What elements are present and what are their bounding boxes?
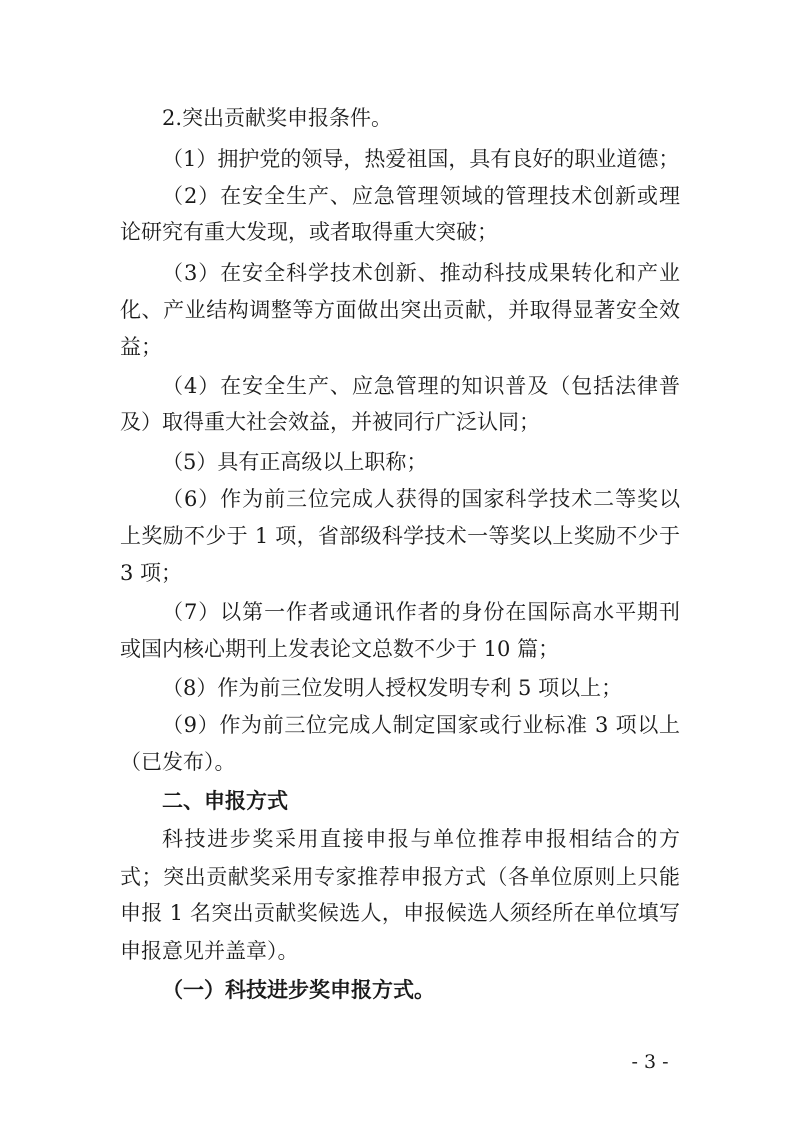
method-paragraph-line-1: 科技进步奖采用直接申报与单位推荐申报相结合的方 <box>162 827 680 851</box>
condition-8: （8）作为前三位发明人授权发明专利 5 项以上； <box>162 676 623 700</box>
paragraph-heading-2: 2.突出贡献奖申报条件。 <box>162 106 393 130</box>
condition-3-line-1: （3）在安全科学技术创新、推动科技成果转化和产业 <box>162 261 680 285</box>
condition-6-line-2: 上奖励不少于 1 项，省部级科学技术一等奖以上奖励不少于 <box>120 524 680 548</box>
condition-9-line-1: （9）作为前三位完成人制定国家或行业标准 3 项以上 <box>162 713 680 737</box>
condition-6-line-1: （6）作为前三位完成人获得的国家科学技术二等奖以 <box>162 487 680 511</box>
condition-4-line-2: 及）取得重大社会效益，并被同行广泛认同； <box>120 410 540 434</box>
condition-4-line-1: （4）在安全生产、应急管理的知识普及（包括法律普 <box>162 374 680 398</box>
method-paragraph-line-2: 式；突出贡献奖采用专家推荐申报方式（各单位原则上只能 <box>120 865 680 889</box>
condition-3-line-3: 益； <box>120 335 162 359</box>
condition-7-line-1: （7）以第一作者或通讯作者的身份在国际高水平期刊 <box>162 600 680 624</box>
condition-3-line-2: 化、产业结构调整等方面做出突出贡献，并取得显著安全效 <box>120 298 680 322</box>
subsection-heading-progress-award-method: （一）科技进步奖申报方式。 <box>162 978 435 1002</box>
condition-2-line-2: 论研究有重大发现，或者取得重大突破； <box>120 220 498 244</box>
condition-6-line-3: 3 项； <box>120 561 183 585</box>
method-paragraph-line-3: 申报 1 名突出贡献奖候选人，申报候选人须经所在单位填写 <box>120 901 680 925</box>
condition-2-line-1: （2）在安全生产、应急管理领域的管理技术创新或理 <box>162 184 680 208</box>
page-number: - 3 - <box>631 1051 669 1073</box>
condition-1: （1）拥护党的领导，热爱祖国，具有良好的职业道德； <box>162 147 680 171</box>
condition-5: （5）具有正高级以上职称； <box>162 450 428 474</box>
method-paragraph-line-4: 申报意见并盖章）。 <box>120 939 299 963</box>
condition-7-line-2: 或国内核心期刊上发表论文总数不少于 10 篇； <box>120 637 560 661</box>
section-heading-application-method: 二、申报方式 <box>162 789 288 813</box>
condition-9-line-2: （已发布）。 <box>120 750 236 774</box>
